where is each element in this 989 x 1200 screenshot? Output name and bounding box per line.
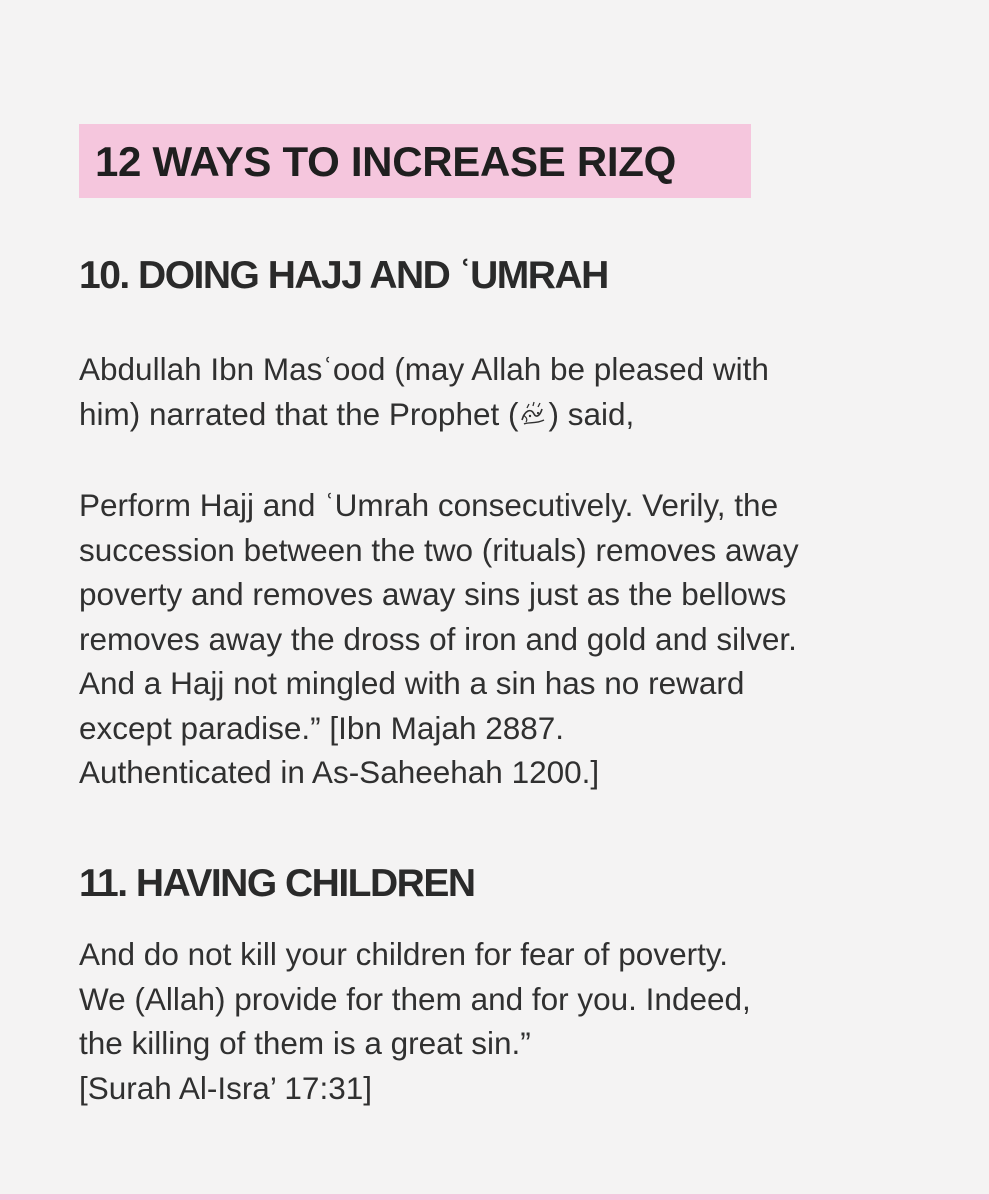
quote-line: the killing of them is a great sin.”: [79, 1025, 531, 1061]
quote-line: removes away the dross of iron and gold and silver.: [79, 620, 797, 657]
narration-line-2-before: him) narrated that the Prophet (: [79, 395, 519, 432]
page-title: 12 WAYS TO INCREASE RIZQ: [95, 138, 676, 185]
quote-line: except paradise.” [Ibn Majah 2887.: [79, 709, 565, 746]
narration-line-1: Abdullah Ibn Masʿood (may Allah be pleased with: [79, 351, 769, 387]
narration-intro: [79, 347, 959, 436]
quote-line: poverty and removes away sins just as the bellows: [79, 576, 787, 612]
quote-line: Authenticated in As-Saheehah 1200.]: [79, 754, 600, 790]
section-heading-hajj-umrah: 10. DOING HAJJ AND ʿUMRAH: [79, 254, 608, 297]
quote-line: [Surah Al-Isra’ 17:31]: [79, 1069, 372, 1106]
bottom-accent-bar: [0, 1194, 989, 1200]
quote-line: Perform Hajj and ʿUmrah consecutively. Verily, the: [79, 487, 779, 523]
quote-line: succession between the two (rituals) removes away: [79, 531, 799, 568]
quote-line: And a Hajj not mingled with a sin has no reward: [79, 665, 745, 701]
title-banner: [79, 124, 751, 198]
quote-line: We (Allah) provide for them and for you. Indeed,: [79, 980, 751, 1017]
quote-line: And do not kill your children for fear of poverty.: [79, 936, 728, 972]
salutation-seal-icon: [518, 400, 548, 428]
quran-quote: [79, 932, 959, 1110]
section-heading-having-children: 11. HAVING CHILDREN: [79, 862, 475, 905]
narration-line-2-after: ) said,: [548, 395, 635, 432]
narration-line-2: [79, 392, 959, 437]
hadith-quote: [79, 483, 959, 795]
